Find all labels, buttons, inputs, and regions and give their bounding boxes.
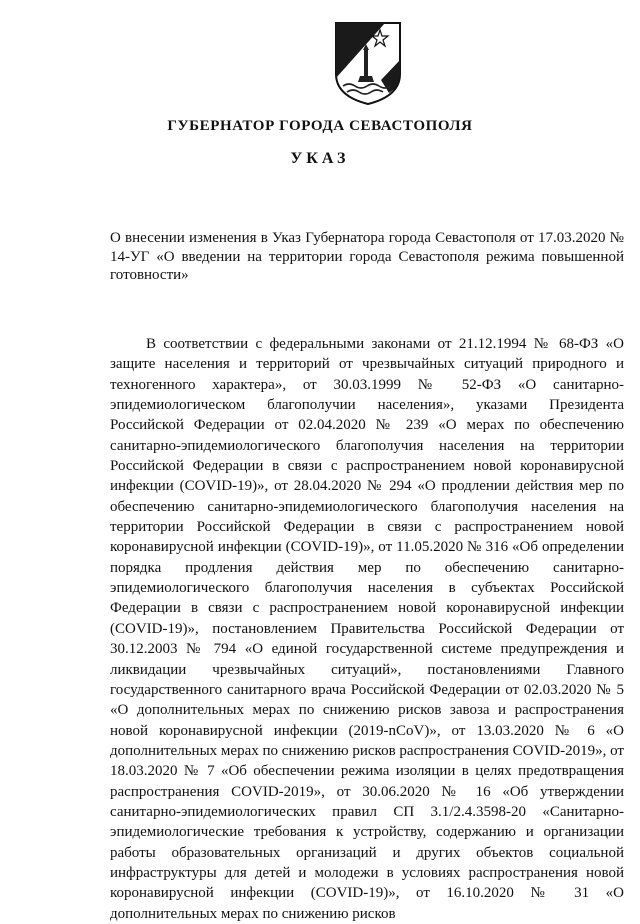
issuing-authority: ГУБЕРНАТОР ГОРОДА СЕВАСТОПОЛЯ — [167, 118, 473, 134]
body-paragraph: В соответствии с федеральными законами от 21.12.1994 № 68-ФЗ «О защите населения и территорий от чрезвычайных ситуаций природного и техногенного характера», от 30.03.1999 № 52-ФЗ «О санитарно-эпидемиологическом благополучии населения», указами Президента Российской Федерации от 02.04.2020 № 239 «О мерах по обеспечению санитарно-эпидемиологического благополучия населения на территории Российской Федерации в связи с распространением новой коронавирусной инфекции (COVID-19)», от 28.04.2020 № 294 «О продлении действия мер по обеспечению санитарно-эпидемиологического благополучия населения на территории Российской Федерации в связи с распространением новой коронавирусной инфекции (COVID-19)», от 11.05.2020 № 316 «Об определении порядка продления действия мер по обеспечению санитарно-эпидемиологического благополучия населения в субъектах Российской Федерации в связи с распространением новой коронавирусной инфекции (COVID-19)», постановлением Правительства Российской Федерации от 30.12.2003 № 794 «О единой государственной системе предупреждения и ликвидации чрезвычайных ситуаций», постановлениями Главного государственного санитарного врача Российской Федерации от 02.03.2020 № 5 «О дополнительных мерах по снижению рисков завоза и распространения новой коронавирусной инфекции (2019-nCoV)», от 13.03.2020 № 6 «О дополнительных мерах по снижению рисков распространения COVID-2019», от 18.03.2020 № 7 «Об обеспечении режима изоляции в целях предотвращения распространения COVID-2019», от 30.06.2020 № 16 «Об утверждении санитарно-эпидемиологических правил СП 3.1/2.4.3598-20 «Санитарно-эпидемиологические требования к устройству, содержанию и организации работы образовательных организаций и других объектов социальной инфраструктуры для детей и молодежи в условиях распространения новой коронавирусной инфекции (COVID-19)», от 16.10.2020 № 31 «О дополнительных мерах по снижению рисков — [110, 336, 624, 922]
document-type: УКАЗ — [290, 150, 350, 167]
sevastopol-coat-of-arms-icon — [333, 20, 403, 106]
document-subject: О внесении изменения в Указ Губернатора города Севастополя от 17.03.2020 № 14-УГ «О введении на территории города Севастополя режима повышенной готовности» — [110, 230, 624, 283]
